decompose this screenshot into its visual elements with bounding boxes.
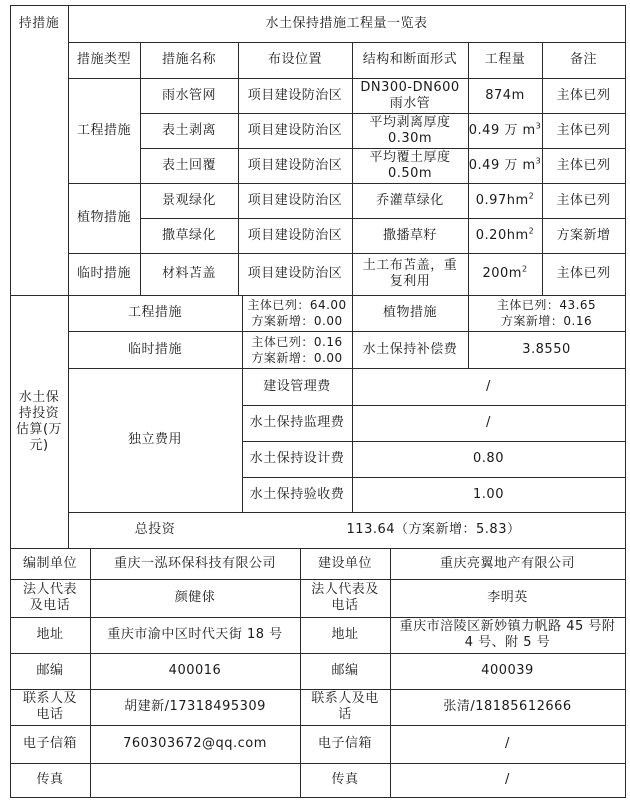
measure-remark-text: 主体已列 — [556, 87, 611, 103]
measure-remark-text: 主体已列 — [556, 122, 611, 138]
measure-name-text: 表土回覆 — [161, 157, 216, 173]
contact-value-left-text: 760303672@qq.com — [123, 736, 267, 751]
contact-value-right — [390, 653, 625, 689]
investment-side-label-text: 估算(万 — [15, 421, 63, 437]
measure-remark — [542, 78, 625, 113]
contact-label-right-text: 地址 — [331, 627, 359, 642]
contact-label-left-text: 传真 — [36, 772, 64, 787]
measure-remark — [542, 253, 625, 295]
indep-item-value — [352, 405, 625, 441]
contact-value-right-text: 重庆亮翼地产有限公司 — [439, 555, 575, 571]
contact-label-left-text: 联系人及 — [22, 691, 77, 706]
contact-label-right — [300, 689, 390, 725]
measure-location-text: 项目建设防治区 — [247, 192, 343, 208]
measure-remark — [542, 218, 625, 253]
contact-value-left — [90, 617, 300, 653]
contact-label-right — [300, 763, 390, 797]
contact-label-left — [10, 579, 90, 617]
measure-structure-text: 土工布苫盖，重 — [362, 258, 458, 273]
comp-value-text: 3.8550 — [522, 341, 571, 357]
measure-quantity — [468, 78, 542, 113]
measure-location — [238, 113, 352, 148]
indep-item-value-text: / — [486, 378, 491, 394]
measure-structure-text: 0.30m — [387, 130, 433, 146]
eng-value — [242, 295, 352, 331]
measure-remark-text: 方案新增 — [556, 227, 611, 243]
indep-item-value — [352, 477, 625, 512]
col-name-header-text: 措施名称 — [161, 52, 216, 67]
eng-value-text: 主体已列：64.00 — [247, 298, 347, 312]
contact-value-right — [390, 763, 625, 797]
measure-remark — [542, 113, 625, 148]
measure-name — [140, 183, 238, 218]
grid-line — [625, 5, 626, 798]
measure-location — [238, 78, 352, 113]
plant-value-text: 方案新增：0.16 — [500, 314, 593, 328]
contact-label-left-text: 邮编 — [36, 663, 64, 678]
measure-remark-text: 主体已列 — [556, 266, 611, 281]
contact-value-right — [390, 548, 625, 579]
col-remark-header-text: 备注 — [569, 52, 597, 67]
measure-structure-text: DN300-DN600 — [360, 79, 460, 95]
contact-value-left-text: 颜健俅 — [174, 590, 216, 605]
col-type-header-text: 措施类型 — [76, 52, 131, 67]
measure-structure-text: 撒播草籽 — [382, 227, 437, 243]
col-type-header — [68, 42, 140, 78]
comp-label-text: 水土保持补偿费 — [362, 341, 458, 357]
contact-value-right-text: / — [505, 772, 510, 787]
total-value-text: 113.64（方案新增：5.83） — [346, 522, 521, 537]
measure-location-text: 项目建设防治区 — [247, 157, 343, 173]
grid-line — [10, 5, 11, 798]
eng-value-text: 方案新增：0.00 — [251, 314, 343, 328]
measure-location-text: 项目建设防治区 — [247, 122, 343, 138]
indep-item-label-text: 建设管理费 — [263, 378, 331, 394]
measure-name — [140, 253, 238, 295]
superscript: 2 — [521, 264, 528, 274]
contact-value-left — [90, 689, 300, 725]
measure-location-text: 项目建设防治区 — [247, 227, 343, 243]
indep-item-label-text: 水土保持设计费 — [249, 451, 345, 466]
contact-label-left-text: 及电话 — [29, 598, 71, 613]
contact-value-left — [90, 653, 300, 689]
measure-structure — [352, 78, 468, 113]
measure-remark-text: 主体已列 — [556, 157, 611, 173]
grid-line — [10, 797, 626, 798]
grid-line — [352, 368, 353, 513]
contact-label-left — [10, 653, 90, 689]
contact-value-right-text: 李明英 — [487, 590, 528, 605]
measure-type-text: 工程措施 — [76, 122, 131, 138]
contact-value-right — [390, 617, 625, 653]
plant-value-text: 主体已列：43.65 — [496, 298, 597, 312]
measure-location-text: 项目建设防治区 — [247, 266, 343, 281]
indep-item-value-text: / — [486, 415, 491, 430]
contact-label-right-text: 电话 — [331, 598, 359, 613]
contact-label-left-text: 编制单位 — [22, 555, 77, 571]
measure-quantity — [468, 183, 542, 218]
superscript: 3 — [535, 156, 542, 166]
temp-value-text: 主体已列：0.16 — [251, 334, 343, 349]
temp-label — [68, 331, 242, 368]
measure-structure — [352, 148, 468, 183]
indep-item-label-text: 水土保持验收费 — [249, 486, 345, 502]
contact-label-right — [300, 617, 390, 653]
contact-label-right-text: 法人代表及 — [311, 582, 379, 597]
contact-label-right-text: 联系人及电 — [311, 691, 379, 706]
measure-name — [140, 113, 238, 148]
contact-label-left — [10, 763, 90, 797]
measure-structure — [352, 253, 468, 295]
contact-label-right — [300, 725, 390, 763]
total-value — [242, 512, 625, 548]
eng-label-text: 工程措施 — [127, 305, 182, 320]
measure-name — [140, 148, 238, 183]
contact-value-left — [90, 725, 300, 763]
left-header-label — [10, 5, 68, 42]
col-location-header-text: 布设位置 — [267, 52, 322, 67]
grid-line — [352, 295, 353, 369]
grid-line — [468, 295, 469, 369]
contact-value-left — [90, 548, 300, 579]
measure-structure — [352, 113, 468, 148]
contact-label-left-text: 地址 — [36, 627, 64, 642]
contact-value-right — [390, 689, 625, 725]
col-structure-header — [352, 42, 468, 78]
measure-quantity-text: 874m — [485, 87, 525, 103]
contact-value-right-text: 重庆市涪陵区新妙镇力帆路 45 号附 — [399, 619, 616, 634]
contact-value-right-text: 4 号、附 5 号 — [464, 635, 551, 650]
comp-value — [468, 331, 625, 368]
measure-quantity — [468, 148, 542, 183]
contact-label-left — [10, 548, 90, 579]
investment-side-label-text: 元) — [29, 437, 49, 453]
superscript: 2 — [528, 226, 535, 236]
measure-structure-text: 0.50m — [387, 165, 433, 181]
total-label-text: 总投资 — [134, 522, 176, 537]
measure-location-text: 项目建设防治区 — [247, 87, 343, 103]
contact-label-right — [300, 579, 390, 617]
measure-structure-text: 乔灌草绿化 — [376, 192, 444, 208]
measure-quantity — [468, 253, 542, 295]
grid-line — [390, 548, 391, 798]
measure-structure-text: 平均剥离厚度 — [369, 114, 451, 130]
measure-type — [68, 78, 140, 183]
measure-structure-text: 平均覆土厚度 — [369, 149, 451, 165]
measure-quantity — [468, 113, 542, 148]
indep-item-value — [352, 368, 625, 405]
measure-type-text: 临时措施 — [76, 266, 131, 281]
measure-type — [68, 253, 140, 295]
measure-location — [238, 148, 352, 183]
contact-label-right-text: 电子信箱 — [317, 736, 372, 751]
measure-name-text: 雨水管网 — [161, 87, 216, 103]
contact-label-right-text: 传真 — [331, 772, 359, 787]
contact-value-right-text: 张清/18185612666 — [443, 699, 572, 714]
contact-label-left-text: 电话 — [36, 707, 64, 722]
measure-location — [238, 218, 352, 253]
temp-label-text: 临时措施 — [127, 341, 182, 357]
contact-value-right-text: / — [505, 736, 510, 751]
measure-location — [238, 183, 352, 218]
temp-value-text: 方案新增：0.00 — [251, 350, 343, 365]
contact-label-right-text: 建设单位 — [317, 555, 372, 571]
indep-item-label — [242, 405, 352, 441]
measure-name-text: 景观绿化 — [161, 192, 216, 208]
measure-structure-text: 复利用 — [389, 274, 431, 289]
indep-label — [68, 368, 242, 512]
measure-structure — [352, 218, 468, 253]
table-title — [68, 5, 625, 42]
col-quantity-header-text: 工程量 — [484, 52, 526, 67]
contact-label-right — [300, 653, 390, 689]
contact-label-left — [10, 689, 90, 725]
indep-item-value-text: 1.00 — [473, 486, 504, 502]
col-quantity-header — [468, 42, 542, 78]
col-structure-header-text: 结构和断面形式 — [362, 52, 458, 67]
superscript: 3 — [535, 121, 542, 131]
measure-quantity-text: $200m^2$ — [482, 264, 528, 281]
plant-label — [352, 295, 468, 331]
measure-structure-text: 雨水管 — [389, 95, 431, 111]
measure-quantity-text: $0.97hm^2$ — [475, 191, 535, 208]
measure-remark-text: 主体已列 — [556, 192, 611, 208]
indep-item-label — [242, 477, 352, 512]
investment-side-label-text: 持投资 — [18, 405, 60, 421]
indep-label-text: 独立费用 — [127, 432, 182, 447]
measure-remark — [542, 148, 625, 183]
total-label — [68, 512, 242, 548]
measure-type-text: 植物措施 — [76, 210, 131, 225]
measure-remark — [542, 183, 625, 218]
measure-location — [238, 253, 352, 295]
table-title-text: 水土保持措施工程量一览表 — [265, 15, 428, 31]
contact-label-left-text: 电子信箱 — [22, 736, 77, 751]
measure-quantity-text: 0.49 万 $m^3$ — [468, 156, 542, 173]
indep-item-label — [242, 368, 352, 405]
measure-quantity-text: $0.20hm^2$ — [475, 226, 535, 243]
measure-name-text: 材料苫盖 — [161, 266, 216, 281]
indep-item-label — [242, 441, 352, 477]
indep-item-value — [352, 441, 625, 477]
contact-value-left-text: 胡建新/17318495309 — [124, 699, 266, 714]
plant-label-text: 植物措施 — [382, 305, 437, 320]
investment-side-label — [10, 295, 68, 548]
contact-label-right-text: 邮编 — [331, 663, 359, 678]
grid-line — [90, 548, 91, 798]
contact-label-left — [10, 617, 90, 653]
temp-value — [242, 331, 352, 368]
measure-quantity-text: 0.49 万 $m^3$ — [468, 121, 542, 138]
measure-name-text: 表土剥离 — [161, 122, 216, 138]
contact-value-right-text: 400039 — [481, 663, 534, 678]
contact-value-right — [390, 579, 625, 617]
contact-label-left — [10, 725, 90, 763]
col-name-header — [140, 42, 238, 78]
superscript: 2 — [528, 191, 535, 201]
measure-quantity — [468, 218, 542, 253]
col-remark-header — [542, 42, 625, 78]
contact-value-left-text: 400016 — [168, 663, 222, 678]
contact-label-right — [300, 548, 390, 579]
contact-value-left-text: 重庆市渝中区时代天街 18 号 — [107, 627, 283, 642]
measure-type — [68, 183, 140, 253]
contact-label-right-text: 话 — [338, 707, 352, 722]
indep-item-value-text: 0.80 — [473, 451, 504, 466]
plant-value — [468, 295, 625, 331]
measure-structure — [352, 183, 468, 218]
contact-label-left-text: 法人代表 — [22, 582, 77, 597]
col-location-header — [238, 42, 352, 78]
contact-value-left — [90, 579, 300, 617]
measure-name-text: 撒草绿化 — [161, 227, 216, 243]
comp-label — [352, 331, 468, 368]
contact-value-left-text: 重庆一泓环保科技有限公司 — [113, 555, 276, 571]
left-header-label-text: 持措施 — [18, 15, 60, 31]
contact-value-left — [90, 763, 300, 797]
measure-name — [140, 78, 238, 113]
investment-side-label-text: 水土保 — [18, 389, 60, 405]
measure-name — [140, 218, 238, 253]
eng-label — [68, 295, 242, 331]
contact-value-right — [390, 725, 625, 763]
indep-item-label-text: 水土保持监理费 — [249, 415, 345, 430]
grid-line — [300, 548, 301, 798]
